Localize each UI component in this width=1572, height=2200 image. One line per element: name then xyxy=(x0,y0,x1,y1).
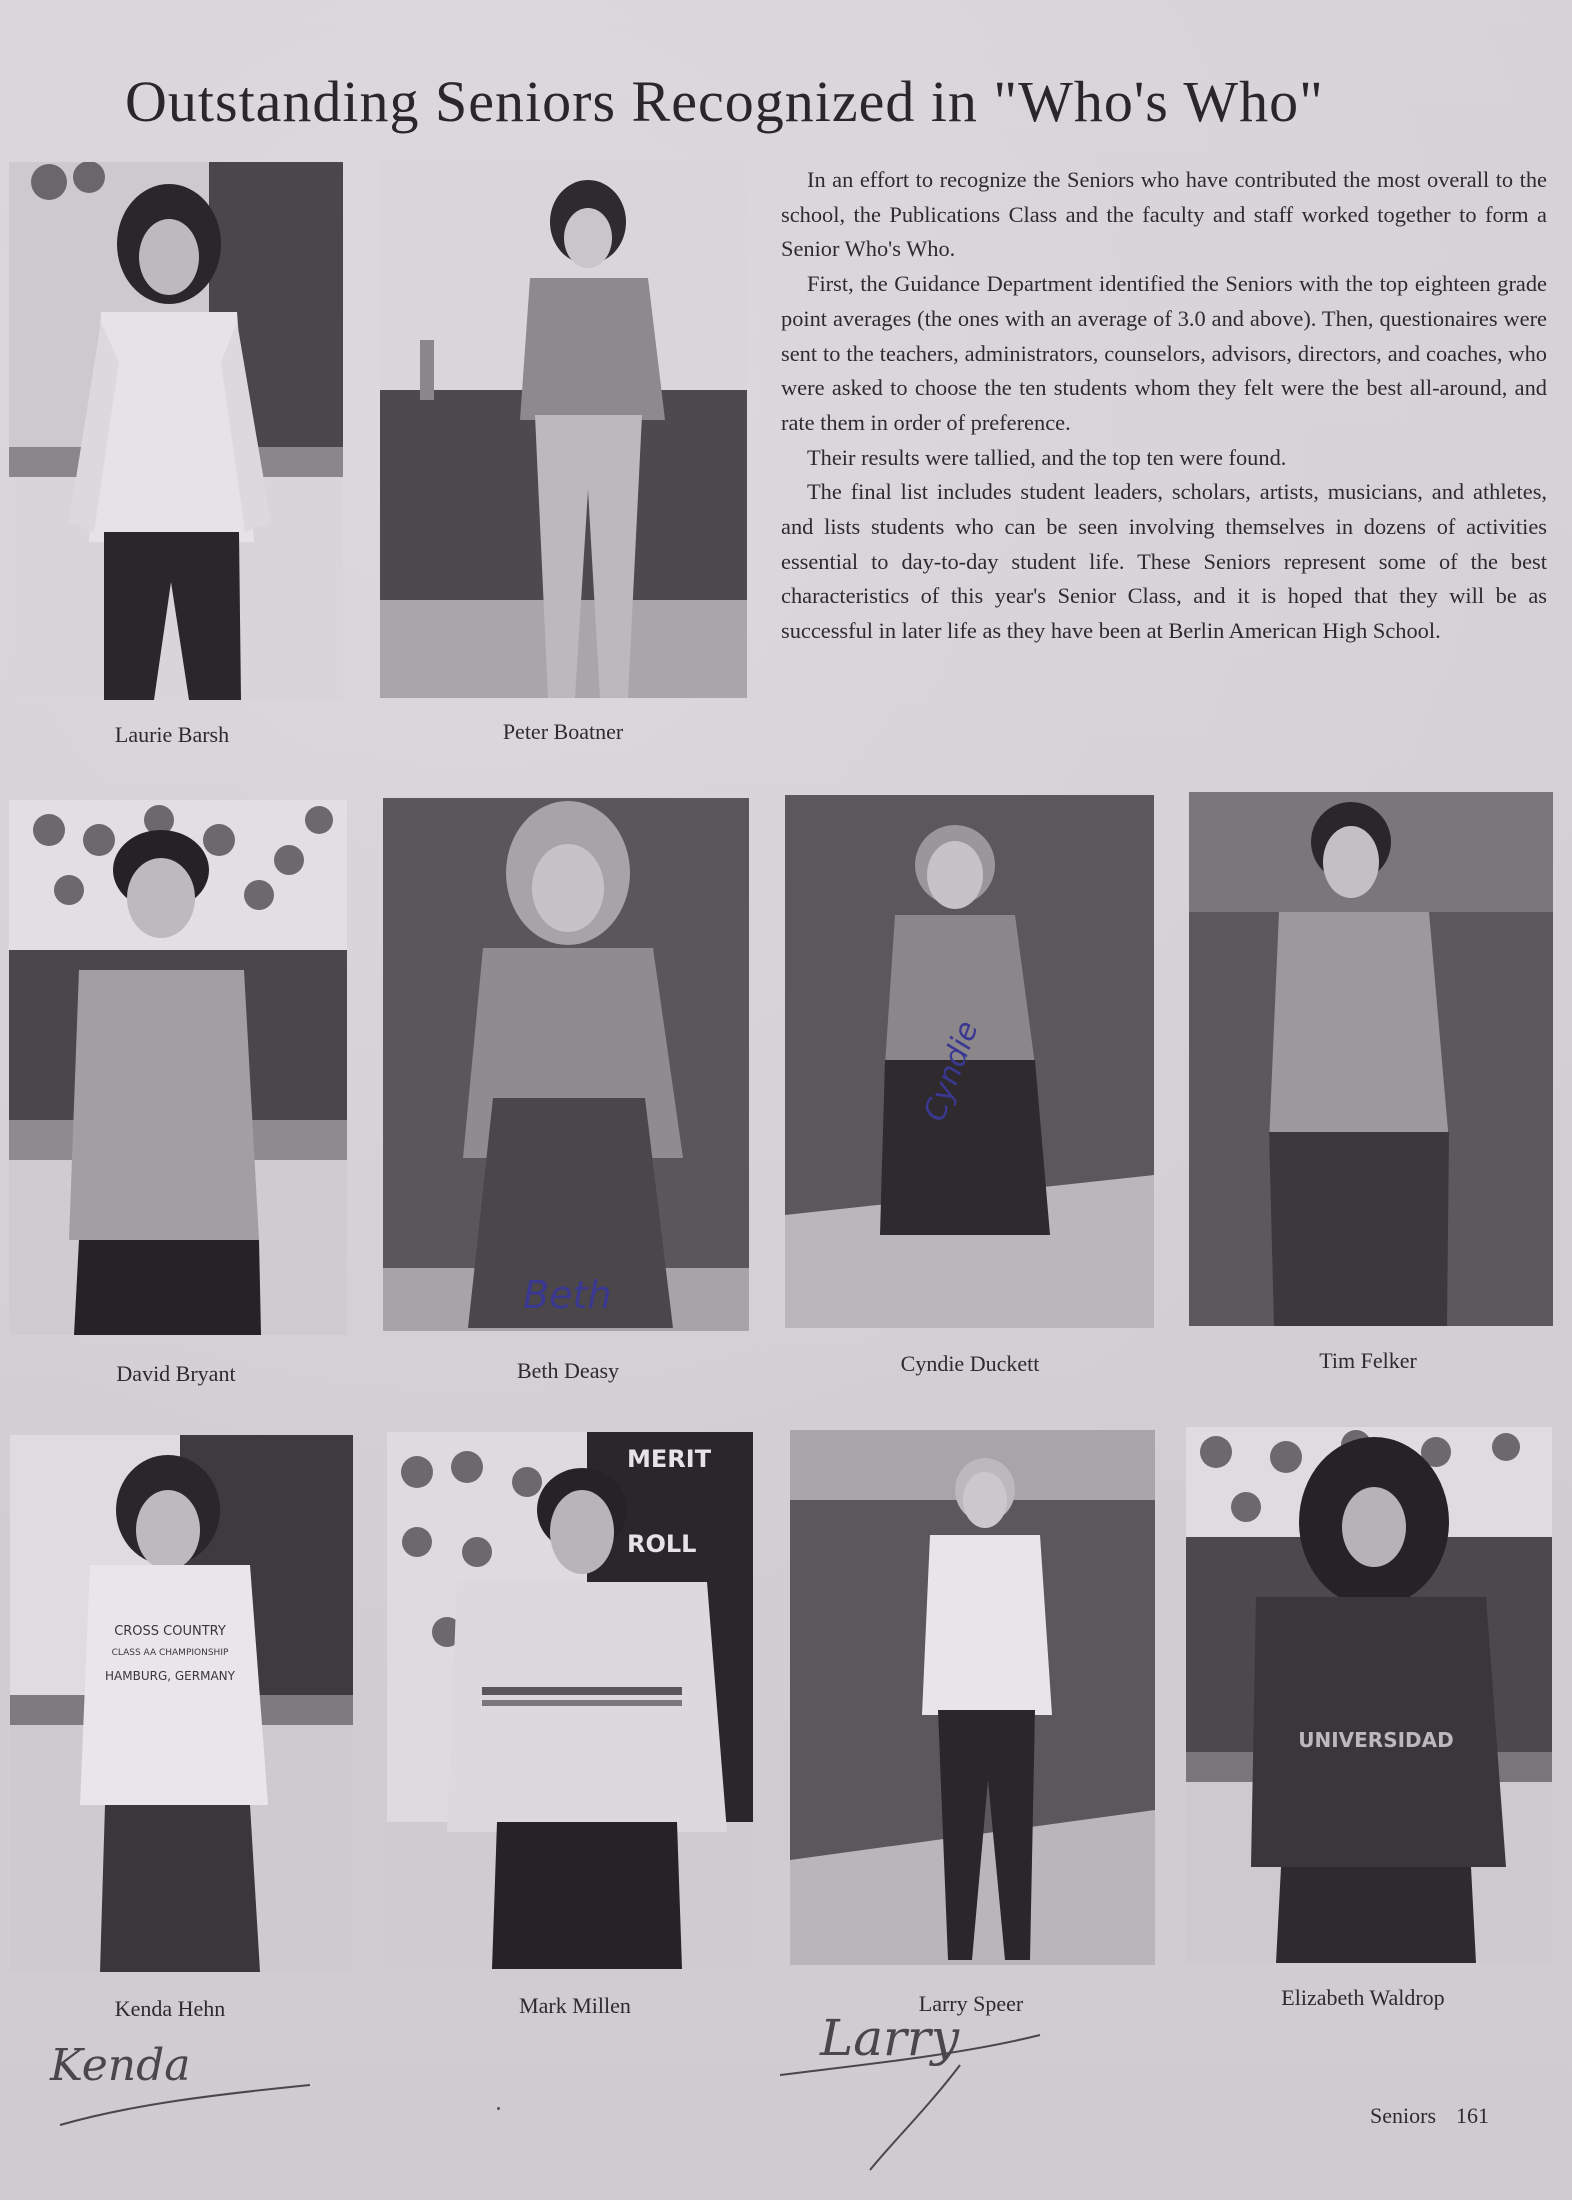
shirt-text: CLASS AA CHAMPIONSHIP xyxy=(111,1648,229,1658)
caption-cyndie-duckett: Cyndie Duckett xyxy=(900,1351,1040,1376)
shirt-text: CROSS COUNTRY xyxy=(114,1624,226,1639)
speck xyxy=(497,2107,500,2110)
photo-larry-speer xyxy=(790,1430,1155,1965)
handwriting-beth: Beth xyxy=(523,1273,612,1317)
photo-david-bryant xyxy=(9,800,347,1335)
caption-tim-felker: Tim Felker xyxy=(1319,1348,1417,1373)
shirt-text: HAMBURG, GERMANY xyxy=(105,1669,235,1683)
footer-section: Seniors xyxy=(1370,2103,1436,2128)
caption-beth-deasy: Beth Deasy xyxy=(516,1358,620,1383)
merit-sign: MERIT xyxy=(627,1445,712,1473)
photo-peter-boatner xyxy=(380,160,747,698)
signature-kenda xyxy=(40,2025,340,2135)
intro-paragraph: First, the Guidance Department identified the Seniors with the top eighteen grade point averages (the ones with an average of 3.0 and above). Then, questionaires were sent to the teachers, administrators, counselors, advisors, directors, and coaches, who were asked to choose the ten students whom they felt were the best all-around, and rate them in order of preference. xyxy=(781,271,1547,435)
page-footer xyxy=(1370,2103,1489,2129)
photo-tim-felker xyxy=(1189,792,1553,1326)
caption-larry-speer: Larry Speer xyxy=(918,1991,1024,2016)
intro-paragraph: The final list includes student leaders, scholars, artists, musicians, and athletes, and lists students who can be seen involving themselves in dozens of activities essential to day-to-day student life. These Seniors represent some of the best characteristics of this year's Senior Class, and it is hoped that they will be as successful in later life as they have been at Berlin American High School. xyxy=(781,479,1547,644)
caption-kenda-hehn: Kenda Hehn xyxy=(114,1996,226,2021)
signature-larry-text: Larry xyxy=(820,2009,960,2067)
caption-peter-boatner: Peter Boatner xyxy=(502,719,624,744)
photo-cyndie-duckett xyxy=(785,795,1154,1328)
signature-kenda-text: Kenda xyxy=(50,2040,191,2091)
page-title: Outstanding Seniors Recognized in "Who's Who" xyxy=(125,69,1324,134)
caption-david-bryant: David Bryant xyxy=(116,1361,236,1386)
photo-kenda-hehn xyxy=(10,1435,353,1972)
handwriting-cyndie: Cyndie xyxy=(917,1016,986,1126)
caption-elizabeth-waldrop: Elizabeth Waldrop xyxy=(1281,1985,1445,2010)
caption-laurie-barsh: Laurie Barsh xyxy=(114,722,230,747)
photo-mark-millen xyxy=(387,1432,753,1969)
photo-elizabeth-waldrop xyxy=(1186,1427,1552,1963)
page-number: 161 xyxy=(1456,2103,1489,2128)
caption-mark-millen: Mark Millen xyxy=(519,1993,631,2018)
roll-sign: ROLL xyxy=(627,1530,697,1558)
photo-laurie-barsh xyxy=(9,162,343,700)
intro-text xyxy=(781,163,1547,649)
photo-beth-deasy xyxy=(383,798,749,1331)
shirt-text: UNIVERSIDAD xyxy=(1298,1728,1454,1752)
intro-paragraph: In an effort to recognize the Seniors who have contributed the most overall to the school, the Publications Class and the faculty and staff worked together to form a Senior Who's Who. xyxy=(781,167,1547,262)
intro-paragraph: Their results were tallied, and the top ten were found. xyxy=(807,444,1287,470)
